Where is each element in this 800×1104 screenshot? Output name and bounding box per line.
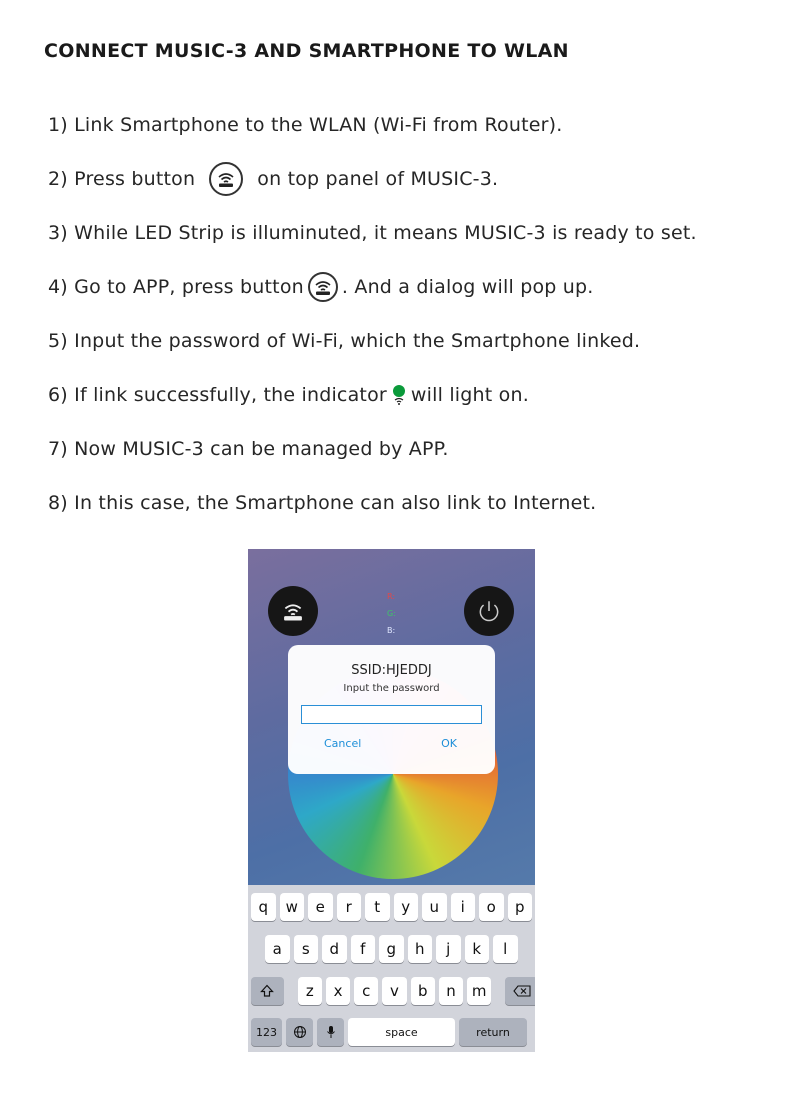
wifi-router-icon (308, 272, 338, 302)
step-7-text: 7) Now MUSIC-3 can be managed by APP. (48, 438, 449, 460)
wifi-config-button[interactable] (268, 586, 318, 636)
key[interactable]: q (251, 893, 276, 921)
step-6-text-end: will light on. (410, 384, 529, 406)
step-3-text: 3) While LED Strip is illuminuted, it means MUSIC-3 is ready to set. (48, 222, 697, 244)
step-5 (48, 314, 697, 368)
password-input[interactable] (301, 705, 482, 724)
keyboard-row-3 (251, 977, 535, 1005)
key[interactable]: j (436, 935, 461, 963)
key[interactable]: s (294, 935, 319, 963)
key[interactable]: f (351, 935, 376, 963)
key[interactable]: x (326, 977, 350, 1005)
key[interactable]: p (508, 893, 533, 921)
globe-key[interactable] (286, 1018, 313, 1046)
step-2 (48, 152, 697, 206)
wifi-router-icon (279, 597, 307, 625)
key[interactable]: d (322, 935, 347, 963)
return-key[interactable]: return (459, 1018, 527, 1046)
step-1 (48, 98, 697, 152)
onscreen-keyboard (248, 885, 535, 1052)
rgb-readout (387, 588, 396, 639)
step-4-text-start: 4) Go to APP, press button (48, 276, 304, 298)
key[interactable]: w (280, 893, 305, 921)
numbers-key[interactable]: 123 (251, 1018, 282, 1046)
shift-key[interactable] (251, 977, 284, 1005)
backspace-icon (513, 985, 531, 997)
backspace-key[interactable] (505, 977, 535, 1005)
rgb-r-label: R: (387, 592, 396, 601)
power-icon (476, 598, 502, 624)
key[interactable]: c (354, 977, 378, 1005)
key[interactable]: r (337, 893, 362, 921)
dictation-key[interactable] (317, 1018, 344, 1046)
step-4 (48, 260, 697, 314)
password-dialog (288, 645, 495, 774)
rgb-g-label: G: (387, 609, 396, 618)
rgb-b-label: B: (387, 626, 396, 635)
wifi-indicator-icon (393, 385, 405, 405)
step-3 (48, 206, 697, 260)
key[interactable]: l (493, 935, 518, 963)
phone-screenshot (248, 549, 535, 1052)
step-2-text-end: on top panel of MUSIC-3. (257, 168, 499, 190)
key[interactable]: z (298, 977, 322, 1005)
step-5-text: 5) Input the password of Wi-Fi, which the Smartphone linked. (48, 330, 641, 352)
step-4-text-end: . And a dialog will pop up. (341, 276, 594, 298)
key[interactable]: e (308, 893, 333, 921)
keyboard-row-1 (251, 893, 535, 921)
microphone-icon (326, 1025, 336, 1039)
shift-icon (260, 984, 274, 998)
key[interactable]: k (465, 935, 490, 963)
key[interactable]: v (382, 977, 406, 1005)
step-2-text-start: 2) Press button (48, 168, 196, 190)
key[interactable]: u (422, 893, 447, 921)
globe-icon (293, 1025, 307, 1039)
step-6 (48, 368, 697, 422)
space-key[interactable]: space (348, 1018, 455, 1046)
page-heading: CONNECT MUSIC-3 AND SMARTPHONE TO WLAN (44, 40, 569, 62)
wifi-router-icon (209, 162, 243, 196)
step-7 (48, 422, 697, 476)
key[interactable]: i (451, 893, 476, 921)
key[interactable]: h (408, 935, 433, 963)
cancel-button[interactable]: Cancel (324, 737, 362, 750)
indicator-led (393, 385, 405, 397)
step-8-text: 8) In this case, the Smartphone can also link to Internet. (48, 492, 597, 514)
key[interactable]: t (365, 893, 390, 921)
power-button[interactable] (464, 586, 514, 636)
key[interactable]: b (411, 977, 435, 1005)
step-1-text: 1) Link Smartphone to the WLAN (Wi-Fi from Router). (48, 114, 563, 136)
key[interactable]: y (394, 893, 419, 921)
key[interactable]: g (379, 935, 404, 963)
step-6-text-start: 6) If link successfully, the indicator (48, 384, 387, 406)
keyboard-row-2 (265, 935, 535, 963)
ok-button[interactable]: OK (441, 737, 457, 750)
keyboard-row-4 (251, 1018, 535, 1046)
key[interactable]: a (265, 935, 290, 963)
step-8 (48, 476, 697, 530)
key[interactable]: o (479, 893, 504, 921)
dialog-subtitle: Input the password (343, 683, 440, 694)
instruction-list (48, 98, 697, 530)
key[interactable]: m (467, 977, 491, 1005)
key[interactable]: n (439, 977, 463, 1005)
dialog-title: SSID:HJEDDJ (351, 663, 432, 678)
